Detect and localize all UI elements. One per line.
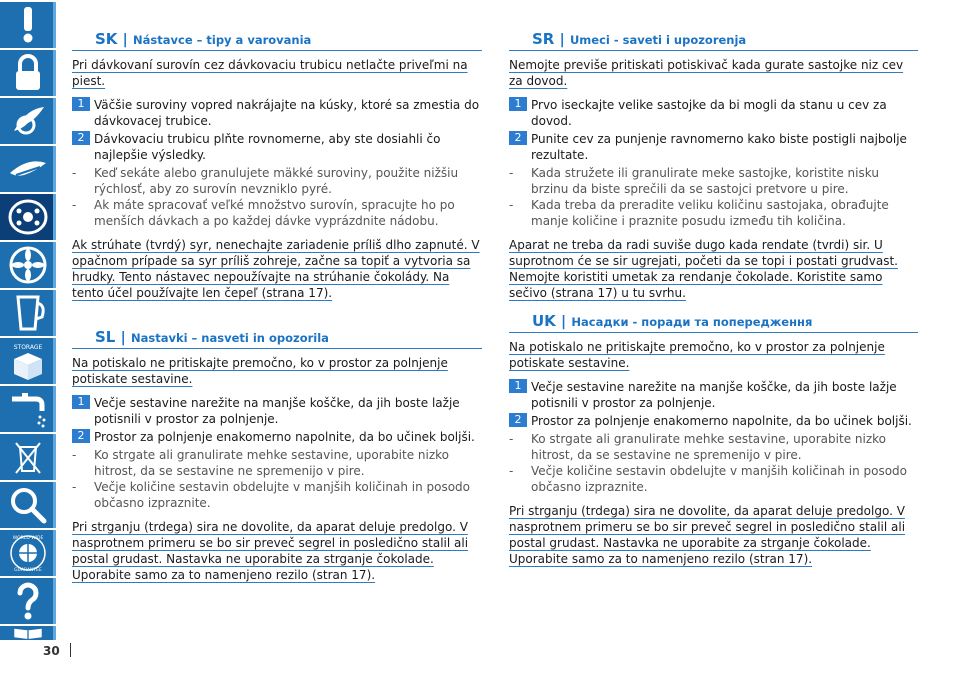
tab-discs[interactable] (0, 194, 56, 240)
tab-jug[interactable] (0, 290, 56, 336)
tab-guarantee[interactable] (0, 530, 56, 576)
intro-warning: Na potiskalo ne pritiskajte premočno, ko v prostor za polnjenje potiskate sestavine. (509, 340, 885, 370)
numbered-step-2: 2 Punite cev za punjenje ravnomerno kako biste postigli najbolje rezultate. (509, 131, 918, 163)
section-uk (509, 310, 918, 567)
section-sl (72, 326, 482, 583)
numbered-step-2: 2 Prostor za polnjenje enakomerno napolnite, da bo učinek boljši. (509, 413, 918, 429)
language-code: UK (532, 312, 556, 330)
page-number-divider (70, 643, 71, 657)
section-header: UK | Насадки - поради та попередження (509, 310, 918, 333)
section-title: Nástavce – tipy a varovania (133, 33, 312, 47)
bullet-item: - Večje količine sestavin obdelujte v manjših količinah in posodo občasno izpraznite. (72, 480, 471, 510)
crossed-bin-icon (6, 437, 50, 477)
lock-icon (6, 53, 50, 93)
tab-blade[interactable] (0, 98, 56, 144)
tab-storage[interactable] (0, 338, 56, 384)
svg-text:GUARANTEE: GUARANTEE (14, 568, 42, 573)
bullet-item: - Večje količine sestavin obdelujte v manjših količinah in posodo občasno izpraznite. (509, 464, 908, 494)
svg-text:WORLD-WIDE: WORLD-WIDE (12, 536, 44, 541)
tab-faq[interactable] (0, 578, 56, 624)
closing-warning: Pri strganju (trdega) sira ne dovolite, da aparat deluje predolgo. V nasprotnem primeru se bo sir preveč segrel in posledično stalil ali postal grudast. Nastavka ne uporabite za strganje čokolade. Uporabite samo za to namenjeno rezilo (stran 17). (72, 520, 469, 582)
section-sk (72, 28, 482, 301)
bullet-item: - Ko strgate ali granulirate mehke sestavine, uporabite nizko hitrost, da se sestavine ne spremenijo v pire. (72, 448, 449, 478)
book-icon (6, 627, 50, 639)
jug-icon (6, 293, 50, 333)
language-code: SK (95, 30, 118, 48)
tap-icon (6, 389, 50, 429)
section-sr (509, 28, 918, 301)
closing-warning: Ak strúhate (tvrdý) syr, nenechajte zariadenie príliš dlho zapnuté. V opačnom prípade sa syr príliš zohreje, začne sa topiť a vytvoria sa hrudky. Tento nástavec nepoužívajte na strúhanie čokolády. Na tento účel používajte len čepeľ (strana 17). (72, 238, 480, 300)
bullet-item: - Keď sekáte alebo granulujete mäkké suroviny, použite nižšiu rýchlosť, aby zo surovín nevzniklo pyré. (72, 166, 459, 196)
numbered-step-1: 1 Večje sestavine narežite na manjše koščke, da jih boste lažje potisnili v prostor za polnjenje. (509, 379, 918, 411)
tab-environment[interactable] (0, 434, 56, 480)
closing-warning: Aparat ne treba da radi suviše dugo kada rendate (tvrdi) sir. U suprotnom će se sir ugrejati, početi da se topi i postati grudvast. Nemojte koristiti umetak za rendanje čokolade. Koristite samo sečivo (strana 17) u tu svrhu. (509, 238, 898, 300)
numbered-step-2: 2 Dávkovaciu trubicu plňte rovnomerne, aby ste dosiahli čo najlepšie výsledky. (72, 131, 482, 163)
question-icon (6, 581, 50, 621)
closing-warning: Pri strganju (trdega) sira ne dovolite, da aparat deluje predolgo. V nasprotnem primeru se bo sir preveč segrel in posledično stalil ali postal grudast. Nastavka ne uporabite za strganje čokolade. Uporabite samo za to namenjeno rezilo (stran 17). (509, 504, 906, 566)
page-number: 30 (43, 644, 60, 658)
section-header: SK | Nástavce – tipy a varovania (72, 28, 482, 51)
tab-safety[interactable] (0, 50, 56, 96)
disc-icon (6, 197, 50, 237)
language-code: SL (95, 328, 116, 346)
bullet-item: - Ak máte spracovať veľké množstvo surovín, spracujte ho po menších dávkach a po každej dávke vyprázdnite nádobu. (72, 198, 455, 228)
tab-troubleshooting[interactable] (0, 482, 56, 528)
section-header: SR | Umeci - saveti i upozorenja (509, 28, 918, 51)
bullet-item: - Kada treba da preradite veliku količinu sastojaka, obrađujte manje količine i praznite posudu između tih količina. (509, 198, 889, 228)
sidebar (0, 0, 56, 640)
numbered-step-1: 1 Prvo iseckajte velike sastojke da bi mogli da stanu u cev za dovod. (509, 97, 918, 129)
section-header: SL | Nastavki – nasveti in opozorila (72, 326, 482, 349)
section-title: Nastavki – nasveti in opozorila (130, 331, 329, 345)
exclamation-icon (6, 5, 50, 45)
worldwide-guarantee-icon (6, 533, 50, 573)
intro-warning: Nemojte previše pritiskati potiskivač kada gurate sastojke niz cev za dovod. (509, 58, 904, 88)
flower-disc-icon (6, 245, 50, 285)
tab-knife[interactable] (0, 146, 56, 192)
numbered-step-2: 2 Prostor za polnjenje enakomerno napolnite, da bo učinek boljši. (72, 429, 482, 445)
numbered-step-1: 1 Väčšie suroviny vopred nakrájajte na kúsky, ktoré sa zmestia do dávkovacej trubice. (72, 97, 482, 129)
bullet-item: - Kada stružete ili granulirate meke sastojke, koristite nisku brzinu da biste sprečili da se sastojci pretvore u pire. (509, 166, 879, 196)
intro-warning: Na potiskalo ne pritiskajte premočno, ko v prostor za polnjenje potiskate sestavine. (72, 356, 448, 386)
section-title: Umeci - saveti i upozorenja (569, 33, 747, 47)
storage-box-icon (6, 341, 50, 381)
tab-recipes[interactable] (0, 626, 56, 640)
svg-text:STORAGE: STORAGE (13, 344, 43, 351)
tab-cleaning[interactable] (0, 386, 56, 432)
magnifier-icon (6, 485, 50, 525)
tab-emulsifying[interactable] (0, 242, 56, 288)
language-code: SR (532, 30, 555, 48)
section-title: Насадки - поради та попередження (571, 315, 813, 329)
blade-icon (6, 101, 50, 141)
knife-icon (6, 149, 50, 189)
numbered-step-1: 1 Večje sestavine narežite na manjše koščke, da jih boste lažje potisnili v prostor za polnjenje. (72, 395, 482, 427)
tab-warning[interactable] (0, 2, 56, 48)
bullet-item: - Ko strgate ali granulirate mehke sestavine, uporabite nizko hitrost, da se sestavine ne spremenijo v pire. (509, 432, 886, 462)
intro-warning: Pri dávkovaní surovín cez dávkovaciu trubicu netlačte priveľmi na piest. (72, 58, 468, 88)
